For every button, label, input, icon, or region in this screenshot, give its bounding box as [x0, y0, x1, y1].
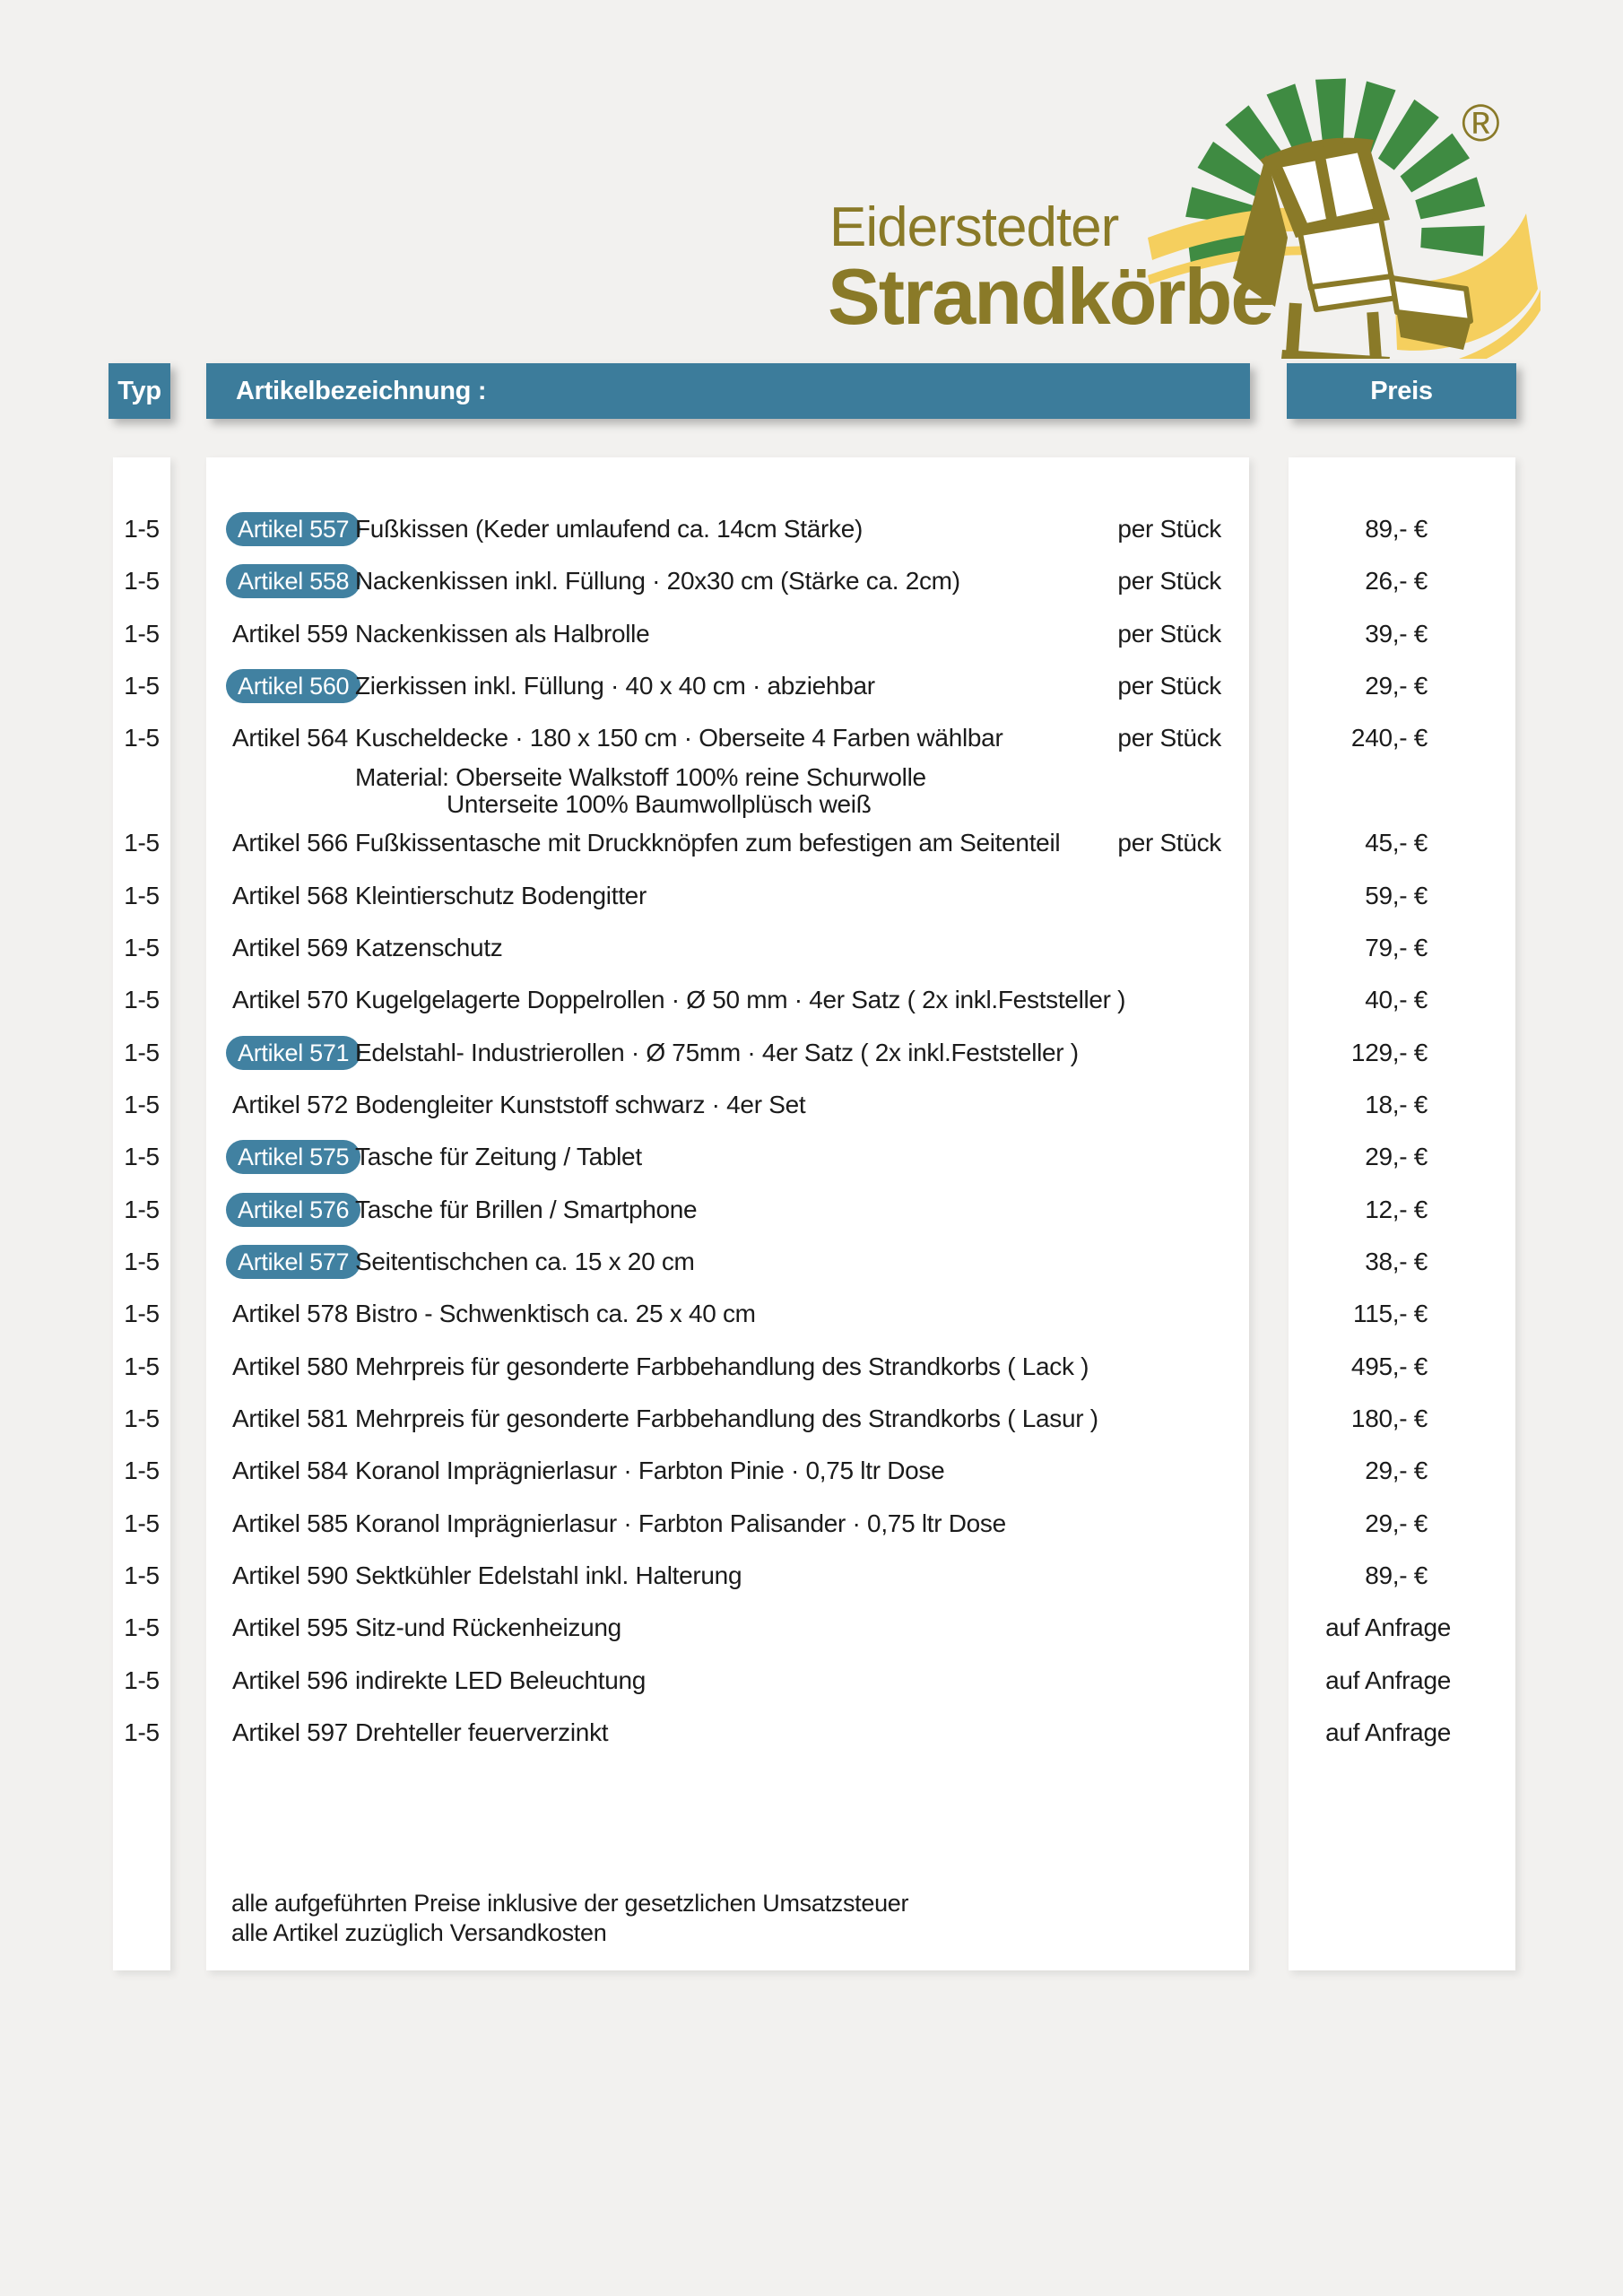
row-article-label: Artikel 590 [232, 1561, 348, 1589]
row-price: 495,- € [1350, 1352, 1428, 1380]
table-row [0, 817, 1623, 869]
row-article-label: Artikel 558 [226, 564, 360, 598]
row-description: Tasche für Zeitung / Tablet [355, 1143, 642, 1171]
row-description: Fußkissen (Keder umlaufend ca. 14cm Stärke) [355, 515, 864, 543]
row-article-label: Artikel 560 [226, 669, 360, 703]
row-article-label: Artikel 584 [232, 1457, 348, 1485]
row-description: Kuscheldecke · 180 x 150 cm · Oberseite 4 Farben wählbar [355, 724, 1003, 752]
row-unit: per Stück [1117, 724, 1221, 752]
row-price: 45,- € [1365, 829, 1428, 857]
row-article-label: Artikel 585 [232, 1509, 348, 1537]
row-description: Mehrpreis für gesonderte Farbbehandlung des Strandkorbs ( Lack ) [355, 1352, 1089, 1380]
footnote-line: alle Artikel zuzüglich Versandkosten [231, 1919, 607, 1946]
table-row [0, 555, 1623, 607]
row-price: 240,- € [1350, 724, 1428, 752]
row-article-label: Artikel 570 [232, 986, 348, 1014]
row-article-label: Artikel 559 [232, 619, 348, 648]
row-unit: per Stück [1117, 829, 1221, 857]
row-price: 40,- € [1365, 986, 1428, 1014]
row-description: Seitentischchen ca. 15 x 20 cm [355, 1247, 695, 1275]
row-article-label: Artikel 571 [226, 1036, 360, 1070]
row-price: 79,- € [1365, 933, 1428, 961]
row-price: 29,- € [1365, 1509, 1428, 1537]
row-typ: 1-5 [124, 1352, 160, 1380]
footnote-line: alle aufgeführten Preise inklusive der gesetzlichen Umsatzsteuer [231, 1890, 909, 1917]
row-price: 29,- € [1365, 1457, 1428, 1485]
registered-trademark-icon: ® [1462, 94, 1500, 152]
row-description: Sektkühler Edelstahl inkl. Halterung [355, 1561, 742, 1589]
row-typ: 1-5 [124, 829, 160, 857]
row-typ: 1-5 [124, 1247, 160, 1275]
row-description: Tasche für Brillen / Smartphone [355, 1195, 698, 1223]
row-typ: 1-5 [124, 1143, 160, 1171]
row-unit: per Stück [1117, 672, 1221, 700]
table-row [0, 1341, 1623, 1393]
row-typ: 1-5 [124, 724, 160, 752]
row-price: auf Anfrage [1325, 1665, 1451, 1694]
price-list-footnotes [231, 1889, 908, 1948]
row-typ: 1-5 [124, 1300, 160, 1328]
table-row [0, 1079, 1623, 1131]
row-article-label: Artikel 566 [232, 829, 348, 857]
row-description: Edelstahl- Industrierollen · Ø 75mm · 4er Satz ( 2x inkl.Feststeller ) [355, 1038, 1079, 1066]
row-article-label: Artikel 569 [232, 933, 348, 961]
table-row [0, 1498, 1623, 1550]
table-row [0, 660, 1623, 712]
row-price: 29,- € [1365, 1143, 1428, 1171]
row-description: Nackenkissen als Halbrolle [355, 619, 650, 648]
row-typ: 1-5 [124, 515, 160, 543]
row-desc-extra-line: Material: Oberseite Walkstoff 100% reine Schurwolle [355, 763, 926, 792]
row-article-label: Artikel 577 [226, 1245, 360, 1279]
row-typ: 1-5 [124, 1038, 160, 1066]
row-price: 180,- € [1350, 1405, 1428, 1432]
logo-text-line2: Strandkörbe [828, 252, 1273, 341]
row-typ: 1-5 [124, 1718, 160, 1746]
table-row [0, 1393, 1623, 1445]
table-row [0, 712, 1623, 819]
row-article-label: Artikel 576 [226, 1193, 360, 1227]
row-article-label: Artikel 597 [232, 1718, 348, 1746]
table-row [0, 1288, 1623, 1340]
row-article-label: Artikel 575 [226, 1140, 360, 1174]
column-header-artikelbezeichnung: Artikelbezeichnung : [206, 363, 1250, 419]
row-price: 39,- € [1365, 619, 1428, 648]
row-typ: 1-5 [124, 1405, 160, 1432]
row-typ: 1-5 [124, 672, 160, 700]
row-description: Koranol Imprägnierlasur · Farbton Pinie · 0,75 ltr Dose [355, 1457, 945, 1485]
row-description: Katzenschutz [355, 933, 503, 961]
row-description: Koranol Imprägnierlasur · Farbton Palisander · 0,75 ltr Dose [355, 1509, 1006, 1537]
table-row [0, 1445, 1623, 1497]
row-description: Mehrpreis für gesonderte Farbbehandlung des Strandkorbs ( Lasur ) [355, 1405, 1098, 1432]
row-typ: 1-5 [124, 933, 160, 961]
table-row [0, 1236, 1623, 1288]
row-description: Kleintierschutz Bodengitter [355, 881, 647, 909]
table-row [0, 1655, 1623, 1707]
row-typ: 1-5 [124, 986, 160, 1014]
row-article-label: Artikel 578 [232, 1300, 348, 1328]
row-price: 89,- € [1365, 515, 1428, 543]
row-article-label: Artikel 595 [232, 1613, 348, 1642]
row-price: auf Anfrage [1325, 1613, 1451, 1642]
row-description: Kugelgelagerte Doppelrollen · Ø 50 mm · 4er Satz ( 2x inkl.Feststeller ) [355, 986, 1126, 1014]
row-typ: 1-5 [124, 1561, 160, 1589]
table-row [0, 608, 1623, 660]
row-description: Bistro - Schwenktisch ca. 25 x 40 cm [355, 1300, 756, 1328]
table-row [0, 1184, 1623, 1236]
table-row [0, 922, 1623, 974]
row-description: Nackenkissen inkl. Füllung · 20x30 cm (Stärke ca. 2cm) [355, 567, 960, 596]
table-row [0, 1131, 1623, 1183]
column-header-typ: Typ [108, 363, 170, 419]
row-price: 59,- € [1365, 881, 1428, 909]
row-description: Zierkissen inkl. Füllung · 40 x 40 cm · abziehbar [355, 672, 875, 700]
table-row [0, 1550, 1623, 1602]
row-article-label: Artikel 580 [232, 1352, 348, 1380]
row-price: auf Anfrage [1325, 1718, 1451, 1746]
row-typ: 1-5 [124, 1457, 160, 1485]
table-row [0, 503, 1623, 555]
logo-text-line1: Eiderstedter [829, 196, 1119, 258]
row-unit: per Stück [1117, 619, 1221, 648]
table-row [0, 870, 1623, 922]
row-typ: 1-5 [124, 1613, 160, 1642]
row-typ: 1-5 [124, 1509, 160, 1537]
row-description: Drehteller feuerverzinkt [355, 1718, 609, 1746]
row-price: 115,- € [1353, 1300, 1428, 1328]
row-price: 89,- € [1365, 1561, 1428, 1589]
row-price: 18,- € [1365, 1090, 1428, 1118]
row-article-label: Artikel 568 [232, 881, 348, 909]
row-typ: 1-5 [124, 1665, 160, 1694]
row-description: Fußkissentasche mit Druckknöpfen zum befestigen am Seitenteil [355, 829, 1061, 857]
table-row [0, 1602, 1623, 1654]
row-price: 129,- € [1350, 1038, 1428, 1066]
row-desc-extra-line: Unterseite 100% Baumwollplüsch weiß [447, 790, 872, 819]
row-description: Bodengleiter Kunststoff schwarz · 4er Set [355, 1090, 806, 1118]
row-unit: per Stück [1117, 567, 1221, 596]
row-price: 26,- € [1365, 567, 1428, 596]
row-typ: 1-5 [124, 1090, 160, 1118]
row-price: 38,- € [1365, 1247, 1428, 1275]
row-article-label: Artikel 581 [232, 1405, 348, 1432]
row-price: 12,- € [1365, 1195, 1428, 1223]
row-typ: 1-5 [124, 1195, 160, 1223]
row-article-label: Artikel 557 [226, 512, 360, 546]
row-article-label: Artikel 572 [232, 1090, 348, 1118]
table-row [0, 1027, 1623, 1079]
row-typ: 1-5 [124, 881, 160, 909]
table-row [0, 1707, 1623, 1759]
row-unit: per Stück [1117, 515, 1221, 543]
column-header-preis: Preis [1287, 363, 1516, 419]
row-typ: 1-5 [124, 567, 160, 596]
row-description: Sitz-und Rückenheizung [355, 1613, 621, 1642]
row-typ: 1-5 [124, 619, 160, 648]
row-description: indirekte LED Beleuchtung [355, 1665, 647, 1694]
row-article-label: Artikel 596 [232, 1665, 348, 1694]
row-article-label: Artikel 564 [232, 724, 348, 752]
table-row [0, 974, 1623, 1026]
row-price: 29,- € [1365, 672, 1428, 700]
